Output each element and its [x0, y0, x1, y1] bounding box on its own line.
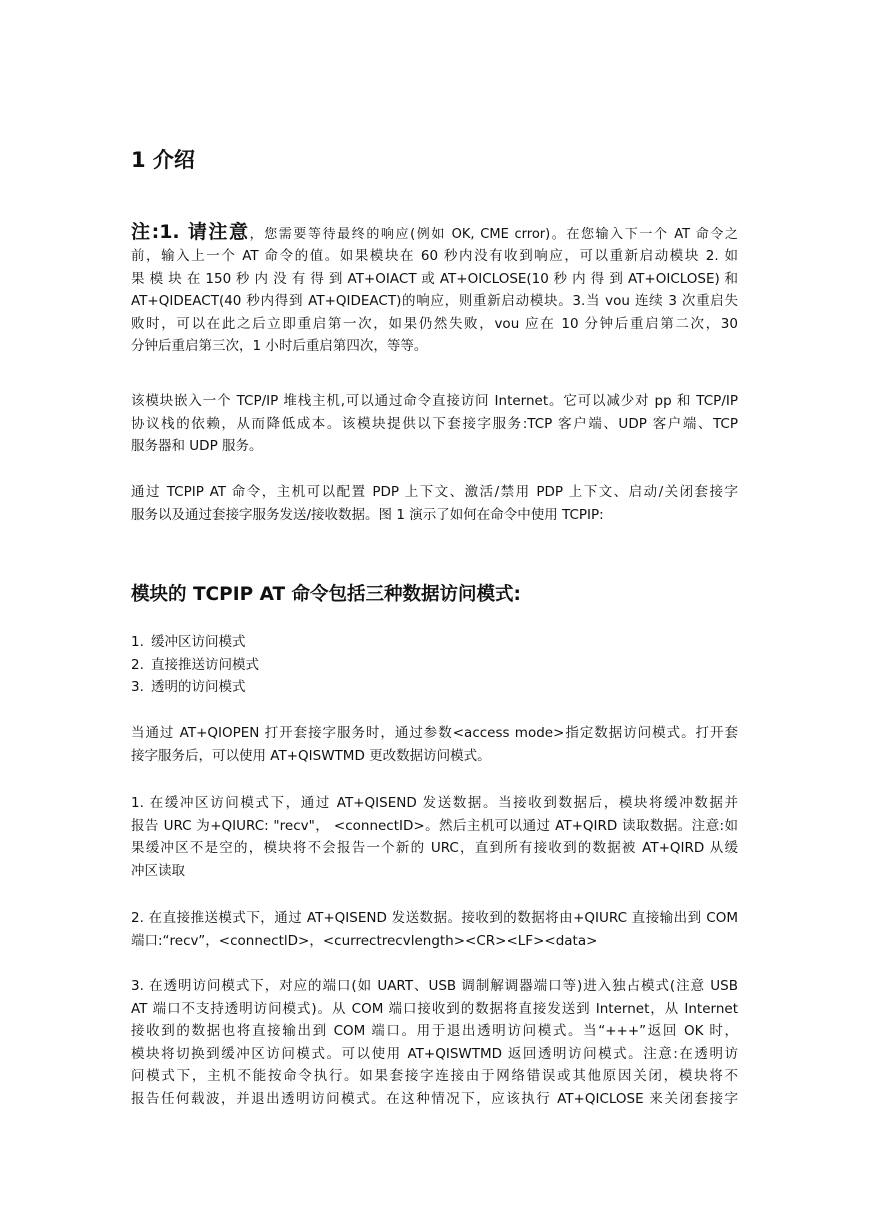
paragraph-line: 模块将切换到缓冲区访问模式。可以使用 AT+QISWTMD 返回透明访问模式。注意:在透明访	[131, 1045, 738, 1062]
paragraph-line: AT 端口不支持透明访问模式)。从 COM 端口接收到的数据将直接发送到 Internet，从 Internet	[131, 1000, 738, 1017]
paragraph-tcpip-stack	[131, 390, 738, 458]
note-line: 果 模 块 在 150 秒 内 没 有 得 到 AT+OIACT 或 AT+OICLOSE(10 秒 内 得 到 AT+OICLOSE) 和	[131, 270, 738, 287]
list-item	[131, 676, 738, 699]
paragraph-line: 协议栈的依赖，从而降低成本。该模块提供以下套接字服务:TCP 客户端、UDP 客户端、TCP	[131, 415, 738, 432]
paragraph-line: 通过 TCPIP AT 命令，主机可以配置 PDP 上下文、激活/禁用 PDP 上下文、启动/关闭套接字	[131, 484, 738, 500]
section-heading-access-modes: 模块的 TCPIP AT 命令包括三种数据访问模式:	[131, 584, 521, 605]
list-item-text: 缓冲区访问模式	[151, 634, 246, 650]
note-line: 分钟后重启第三次，1 小时后重启第四次，等等。	[131, 338, 428, 354]
paragraph-line: 果缓冲区不是空的，模块将不会报告一个新的 URC，直到所有接收到的数据被 AT+QIRD 从缓	[131, 840, 738, 856]
paragraph-line: 问模式下，主机不能按命令执行。如果套接字连接由于网络错误或其他原因关闭，模块将不	[131, 1068, 738, 1084]
paragraph-transparent-mode	[131, 975, 738, 1110]
access-mode-list	[131, 631, 738, 699]
list-item-text: 透明的访问模式	[151, 679, 246, 695]
paragraph-line: 服务器和 UDP 服务。	[131, 438, 263, 454]
paragraph-buffer-mode	[131, 792, 738, 882]
paragraph-line: 接收到的数据也将直接输出到 COM 端口。用于退出透明访问模式。当“+++”返回 OK 时，	[131, 1023, 738, 1039]
list-item	[131, 654, 738, 677]
note-line: AT+QIDEACT(40 秒内得到 AT+QIDEACT)的响应，则重新启动模块。3.当 vou 连续 3 次重启失	[131, 293, 738, 309]
note-line: 败时，可以在此之后立即重启第一次，如果仍然失败，vou 应在 10 分钟后重启第二次，30	[131, 315, 738, 332]
paragraph-line: 报告 URC 为+QIURC: "recv"， <connectID>。然后主机可以通过 AT+QIRD 读取数据。注意:如	[131, 817, 738, 834]
paragraph-line: 2. 在直接推送模式下，通过 AT+QISEND 发送数据。接收到的数据将由+QIURC 直接输出到 COM	[131, 910, 738, 926]
section-heading-introduction: 1 介绍	[131, 148, 195, 172]
paragraph-line: 端口:“recv”，<connectlD>，<currectrecvlength><CR><LF><data>	[131, 932, 598, 949]
paragraph-line: 冲区读取	[131, 862, 185, 879]
paragraph-line: 3. 在透明访问模式下，对应的端口(如 UART、USB 调制解调器端口等)进入独占模式(注意 USB	[131, 978, 738, 994]
note-first-line	[131, 219, 738, 245]
paragraph-tcpip-at-commands	[131, 481, 738, 526]
list-item	[131, 631, 738, 654]
list-item-number: 1.	[131, 634, 144, 650]
note-line: 前，输入上一个 AT 命令的值。如果模块在 60 秒内没有收到响应，可以重新启动模块 2. 如	[131, 248, 738, 264]
list-item-number: 3.	[131, 679, 144, 695]
paragraph-line: 该模块嵌入一个 TCP/IP 堆栈主机,可以通过命令直接访问 Internet。它可以减少对 pp 和 TCP/IP	[131, 393, 738, 409]
paragraph-line: 服务以及通过套接字服务发送/接收数据。图 1 演示了如何在命令中使用 TCPIP:	[131, 506, 604, 523]
note-label: 注:1. 请注意	[131, 221, 250, 243]
note-paragraph	[131, 219, 738, 358]
paragraph-direct-push-mode	[131, 907, 738, 952]
list-item-text: 直接推送访问模式	[151, 656, 259, 673]
list-item-number: 2.	[131, 656, 144, 673]
paragraph-line: 1. 在缓冲区访问模式下，通过 AT+QISEND 发送数据。当接收到数据后，模块将缓冲数据并	[131, 795, 738, 811]
paragraph-line: 报告任何载波，并退出透明访问模式。在这种情况下，应该执行 AT+QICLOSE 来关闭套接字	[131, 1090, 738, 1107]
note-line-text: ，您需要等待最终的响应(例如 OK, CME crror)。在您输入下一个 AT 命令之	[249, 227, 738, 242]
paragraph-qiopen	[131, 722, 738, 767]
paragraph-line: 接字服务后，可以使用 AT+QISWTMD 更改数据访问模式。	[131, 747, 491, 764]
paragraph-line: 当通过 AT+QIOPEN 打开套接字服务时，通过参数<access mode>指定数据访问模式。打开套	[131, 725, 738, 741]
